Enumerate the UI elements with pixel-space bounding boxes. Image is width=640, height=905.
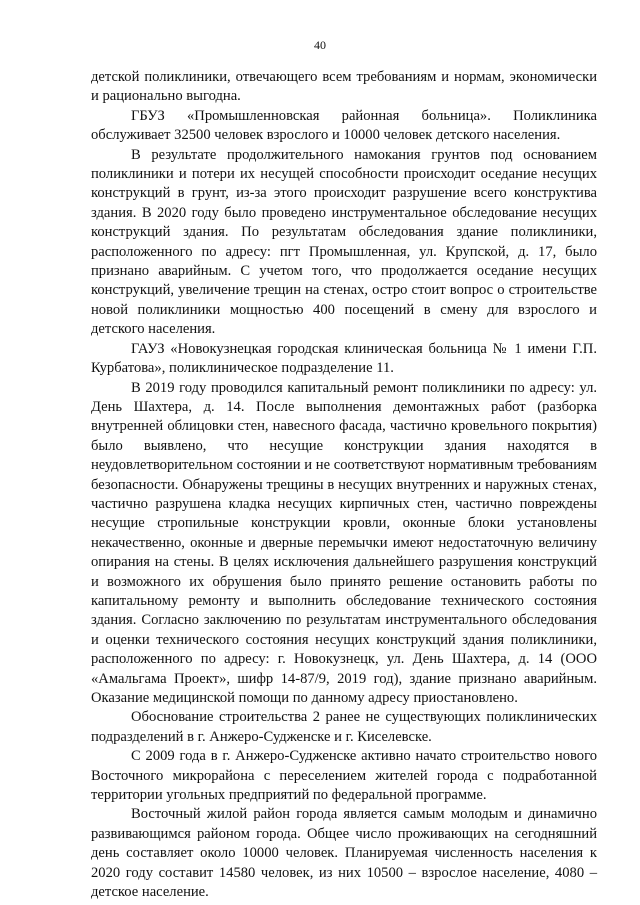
document-body [91,68,597,902]
paragraph-gauz-heading: ГАУЗ «Новокузнецкая городская клиническая больница № 1 имени Г.П. Курбатова», поликлиническое подразделение 11. [91,340,597,377]
paragraph-gbuz-heading: ГБУЗ «Промышленновская районная больница». Поликлиника обслуживает 32500 человек взрослого и 10000 человек детского населения. [91,107,597,144]
paragraph-eastern-microdistrict: С 2009 года в г. Анжеро-Судженске активно начато строительство нового Восточного микрорайона с переселением жителей города с подработанной территории угольных предприятий по федеральной программе. [91,748,597,804]
paragraph-soil-subsidence: В результате продолжительного намокания грунтов под основанием поликлиники и потери их несущей способности происходит оседание несущих конструкций в грунт, из-за этого происходит разрушение всего конструктива здания. В 2020 году было проведено инструментальное обследование несущих конструкций здания. По результатам обследования здание поликлиники, расположенного по адресу: пгт Промышленная, ул. Крупской, д. 17, было признано аварийным. С учетом того, что продолжается оседание несущих конструкций, увеличение трещин на стенах, остро стоит вопрос о строительстве новой поликлиники мощностью 400 посещений в смену для взрослого и детского населения. [91,146,597,338]
page-number: 40 [314,38,326,52]
paragraph-population: Восточный жилой район города является самым молодым и динамично развивающимся районом города. Общее число проживающих на сегодняшний день составляет около 10000 человек. Планируемая численность населения к 2020 году составит 14580 человек, из них 10500 – взрослое население, 4080 – детское население. [91,806,597,901]
paragraph-continuation: детской поликлиники, отвечающего всем требованиям и нормам, экономически и рационально выгодна. [91,69,597,105]
paragraph-capital-repair: В 2019 году проводился капитальный ремонт поликлиники по адресу: ул. День Шахтера, д. 14. После выполнения демонтажных работ (разборка внутренней облицовки стен, навесного фасада, частично кровельного покрытия) было выявлено, что несущие конструкции здания находятся в неудовлетворительном состоянии и не соответствуют нормативным требованиям безопасности. Обнаружены трещины в несущих внутренних и наружных стенах, частично разрушена кладка несущих кирпичных стен, частично повреждены несущие стропильные конструкции кровли, оконные блоки установлены некачественно, оконные и дверные перемычки имеют недостаточную величину опирания на стены. В целях исключения дальнейшего разрушения конструкций и возможного их обрушения было принято решение остановить работы по капитальному ремонту и выполнить обследование технического состояния здания. Согласно заключению по результатам инструментального обследования и оценки технического состояния несущих конструкций здания поликлиники, расположенного по адресу: г. Новокузнецк, ул. День Шахтера, д. 14 (ООО «Амальгама Проект», шифр 14-87/9, 2019 год), здание признано аварийным. Оказание медицинской помощи по данному адресу приостановлено. [91,379,597,706]
paragraph-construction-rationale: Обоснование строительства 2 ранее не существующих поликлинических подразделений в г. Анжеро-Судженске и г. Киселевске. [91,709,597,745]
